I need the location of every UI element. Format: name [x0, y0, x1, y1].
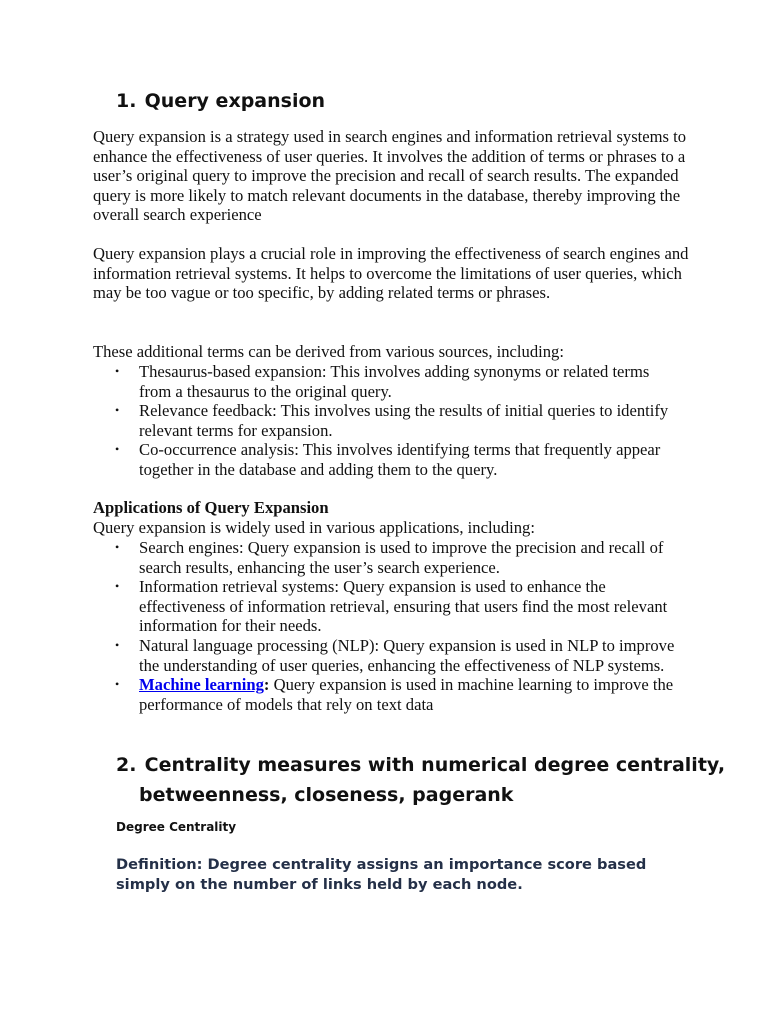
- applications-heading: Applications of Query Expansion: [93, 498, 329, 517]
- definition-text: Definition: Degree centrality assigns an importance score based simply on the number of links held by each node.: [116, 856, 647, 893]
- list-item: • Search engines: Query expansion is used to improve the precision and recall of search results, enhancing the user’s search experience.: [115, 538, 664, 577]
- list-item: • Co-occurrence analysis: This involves identifying terms that frequently appear together in the database and adding them to the query.: [115, 440, 661, 479]
- bullet-icon: •: [115, 364, 120, 378]
- bullet-icon: •: [115, 637, 120, 652]
- bullet-icon: •: [115, 442, 120, 457]
- intro-paragraph: Query expansion is a strategy used in search engines and information retrieval systems to enhance the effectiveness of user queries. It involves the addition of terms or phrases to a user’s original query to improve the precision and recall of search results. The expanded query is more likely to match relevant documents in the database, thereby improving the overall search experience: [93, 127, 687, 225]
- section-2-number: 2.: [116, 754, 137, 776]
- sources-intro: These additional terms can be derived from various sources, including:: [93, 342, 564, 361]
- bullet-icon: •: [115, 540, 120, 554]
- list-item: • Natural language processing (NLP): Query expansion is used in NLP to improve the understanding of user queries, enhancing the effectiveness of NLP systems.: [115, 635, 675, 675]
- bullet-icon: •: [115, 579, 120, 594]
- section-2-heading: [116, 750, 725, 810]
- degree-centrality-heading: Degree Centrality: [116, 820, 237, 834]
- applications-intro: Query expansion is widely used in various applications, including:: [93, 518, 535, 537]
- applications-list: [93, 538, 683, 714]
- list-item: • Machine learning: Query expansion is used in machine learning to improve the performance of models that rely on text data: [115, 675, 674, 714]
- section-1-heading: [116, 86, 325, 116]
- machine-learning-link[interactable]: Machine learning: [139, 675, 264, 695]
- section-1-number: 1.: [116, 90, 137, 112]
- list-item: • Relevance feedback: This involves using the results of initial queries to identify relevant terms for expansion.: [115, 401, 669, 440]
- role-paragraph: Query expansion plays a crucial role in improving the effectiveness of search engines and information retrieval systems. It helps to overcome the limitations of user queries, which may be too vague or too specific, by adding related terms or phrases.: [93, 244, 689, 303]
- section-1-title: Query expansion: [144, 90, 326, 112]
- bullet-icon: •: [115, 677, 120, 692]
- sources-list: [93, 362, 683, 480]
- section-2-title-line1: Centrality measures with numerical degree centrality,: [144, 754, 726, 776]
- section-2-title-line2: betweenness, closeness, pagerank: [139, 784, 514, 806]
- list-item: • Information retrieval systems: Query expansion is used to enhance the effectiveness of information retrieval, ensuring that users find the most relevant information for their needs.: [115, 577, 668, 636]
- list-item: • Thesaurus-based expansion: This involves adding synonyms or related terms from a thesaurus to the original query.: [115, 362, 650, 401]
- bullet-icon: •: [115, 403, 120, 418]
